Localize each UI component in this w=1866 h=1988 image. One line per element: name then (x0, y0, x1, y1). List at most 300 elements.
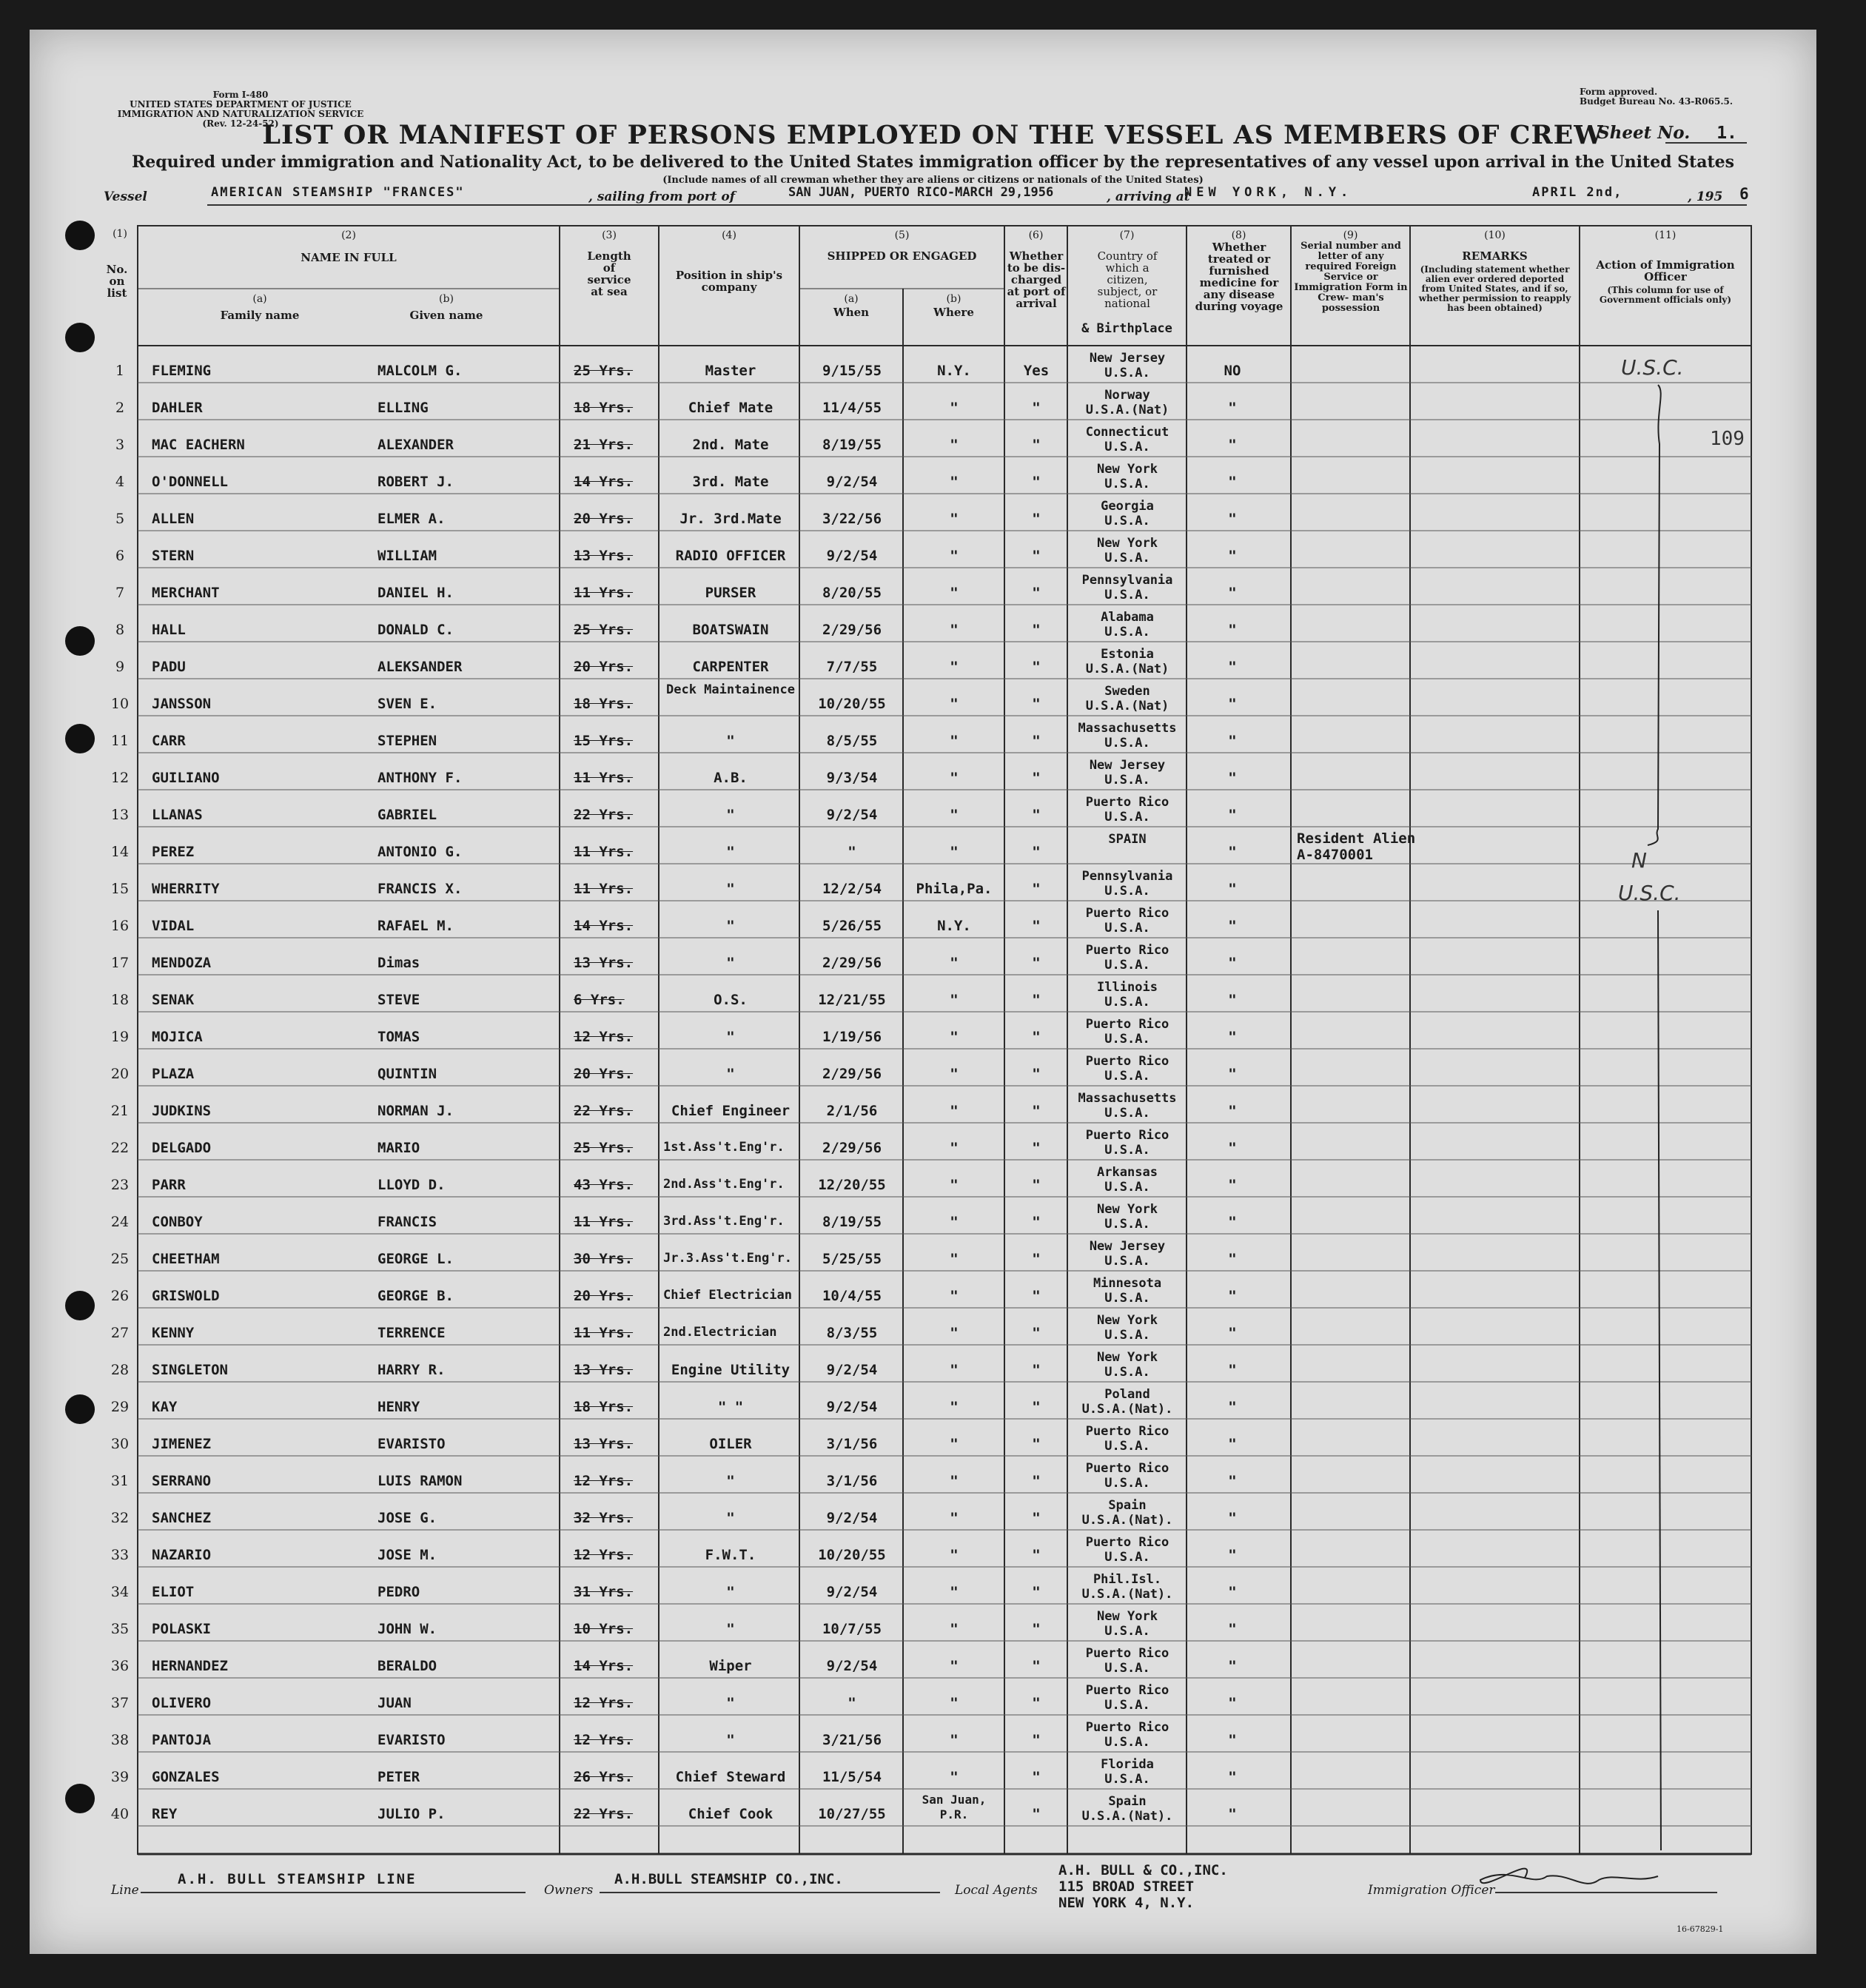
row-number: 40 (110, 1806, 130, 1822)
table-row (0, 1015, 1866, 1052)
family-name: PADU (152, 659, 186, 675)
binder-hole (65, 323, 95, 352)
family-name: MAC EACHERN (152, 437, 245, 453)
medicine: " (1228, 844, 1237, 860)
given-name: HENRY (377, 1399, 420, 1415)
country-birthplace (1069, 1350, 1186, 1380)
position: " (726, 881, 735, 897)
position: O.S. (714, 992, 748, 1008)
approved-text: Form approved. (1580, 87, 1658, 97)
officer-note-usc-lower: U.S.C. (1618, 881, 1681, 905)
discharged: " (1032, 1473, 1041, 1489)
position: 1st.Ass't.Eng'r. (663, 1140, 785, 1155)
country-line-2: U.S.A.(Nat) (1085, 662, 1169, 676)
country-line-1: Puerto Rico (1085, 1683, 1169, 1698)
shipped-where: " (950, 1251, 959, 1267)
row-number: 18 (110, 992, 130, 1008)
medicine: " (1228, 807, 1237, 823)
country-line-2: U.S.A.(Nat). (1081, 1513, 1173, 1528)
given-name: HARRY R. (377, 1362, 446, 1378)
country-line-1: Phil.Isl. (1093, 1572, 1162, 1587)
discharged: " (1032, 1436, 1041, 1452)
given-name: TOMAS (377, 1029, 420, 1045)
shipped-when: 9/2/54 (826, 1362, 878, 1378)
service-length: 13 Yrs. (574, 1436, 634, 1452)
table-row (0, 608, 1866, 645)
discharged: " (1032, 1769, 1041, 1785)
discharged: " (1032, 1584, 1041, 1600)
year-prefix: , 195 (1688, 189, 1723, 204)
given-name: ELMER A. (377, 511, 446, 527)
shipped-where: " (950, 1362, 959, 1378)
shipped-where: " (950, 955, 959, 971)
col7-label: Country of which a citizen, subject, or national (1097, 249, 1158, 310)
medicine: " (1228, 1584, 1237, 1600)
position: Chief Electrician (663, 1288, 792, 1303)
country-line-2: U.S.A. (1104, 440, 1150, 454)
given-name: BERALDO (377, 1658, 437, 1674)
family-name: SERRANO (152, 1473, 212, 1489)
row-number: 16 (110, 918, 130, 934)
medicine: " (1228, 1399, 1237, 1415)
position: " (726, 1584, 735, 1600)
family-name: MERCHANT (152, 585, 220, 601)
shipped-where: " (950, 770, 959, 786)
shipped-where: " (950, 1177, 959, 1193)
shipped-when: 8/5/55 (826, 733, 878, 749)
row-number: 34 (110, 1584, 130, 1600)
table-row (0, 423, 1866, 460)
service-length: 31 Yrs. (574, 1584, 634, 1600)
service-length: 18 Yrs. (574, 1399, 634, 1415)
discharged: " (1032, 1251, 1041, 1267)
medicine: " (1228, 1473, 1237, 1489)
table-row (0, 682, 1866, 719)
sheet-value: 1. (1716, 124, 1737, 143)
shipped-where: San Juan, P.R. (922, 1793, 987, 1821)
table-row (0, 1460, 1866, 1497)
country-line-1: Puerto Rico (1085, 906, 1169, 921)
manifest-footer (0, 1862, 1866, 1924)
medicine: " (1228, 1103, 1237, 1119)
vessel-label: Vessel (104, 189, 147, 204)
medicine: " (1228, 511, 1237, 527)
country-line-2: U.S.A. (1104, 1180, 1150, 1195)
country-birthplace (1069, 906, 1186, 936)
service-length: 20 Yrs. (574, 511, 634, 527)
position: " (726, 844, 735, 860)
country-line-2: U.S.A. (1104, 1365, 1150, 1380)
discharged: " (1032, 696, 1041, 712)
row-number: 6 (115, 548, 125, 564)
row-number: 35 (110, 1621, 130, 1637)
country-birthplace (1069, 1017, 1186, 1047)
table-row (0, 1534, 1866, 1571)
family-name: SENAK (152, 992, 195, 1008)
medicine: " (1228, 400, 1237, 416)
country-birthplace (1069, 1128, 1186, 1158)
country-line-1: Illinois (1097, 980, 1158, 995)
family-name: O'DONNELL (152, 474, 228, 490)
country-line-1: New York (1097, 1202, 1158, 1217)
shipped-where: " (950, 585, 959, 601)
col2b-label: Given name (409, 309, 483, 322)
country-birthplace (1069, 1535, 1186, 1565)
country-line-1: Alabama (1101, 610, 1154, 625)
agents-label: Local Agents (955, 1883, 1038, 1898)
position: " (726, 1695, 735, 1711)
shipped-when: 3/21/56 (822, 1732, 882, 1748)
discharged: " (1032, 1325, 1041, 1341)
table-row (0, 1349, 1866, 1386)
country-line-2: U.S.A. (1104, 1106, 1150, 1121)
position: " (726, 1732, 735, 1748)
discharged: " (1032, 807, 1041, 823)
shipped-when: 9/2/54 (826, 548, 878, 564)
medicine: " (1228, 1288, 1237, 1304)
country-line-2: U.S.A. (1104, 1698, 1150, 1713)
family-name: VIDAL (152, 918, 195, 934)
table-row (0, 1200, 1866, 1238)
given-name: ROBERT J. (377, 474, 454, 490)
shipped-where: " (950, 1510, 959, 1526)
country-birthplace (1069, 610, 1186, 639)
position: " (726, 918, 735, 934)
given-name: LLOYD D. (377, 1177, 446, 1193)
col3-label: Length of service at sea (587, 249, 631, 298)
discharged: " (1032, 881, 1041, 897)
shipped-where: " (950, 807, 959, 823)
shipped-where: " (950, 511, 959, 527)
family-name: MOJICA (152, 1029, 203, 1045)
discharged: " (1032, 770, 1041, 786)
medicine: " (1228, 1547, 1237, 1563)
shipped-where: " (950, 548, 959, 564)
service-length: 12 Yrs. (574, 1695, 634, 1711)
shipped-when: 8/20/55 (822, 585, 882, 601)
service-length: 11 Yrs. (574, 1325, 634, 1341)
position: " (726, 1510, 735, 1526)
family-name: HERNANDEZ (152, 1658, 228, 1674)
service-length: 25 Yrs. (574, 1140, 634, 1156)
discharged: " (1032, 548, 1041, 564)
budget-number: Budget Bureau No. 43-R065.5. (1580, 96, 1734, 107)
arriving-at: NEW YORK, N.Y. (1184, 185, 1353, 200)
shipped-when: " (848, 844, 856, 860)
given-name: QUINTIN (377, 1066, 437, 1082)
shipped-where: " (950, 1695, 959, 1711)
country-line-1: Puerto Rico (1085, 1461, 1169, 1476)
form-number: Form I-480 (212, 90, 269, 100)
table-row (0, 793, 1866, 830)
country-line-1: Estonia (1101, 647, 1154, 662)
family-name: PEREZ (152, 844, 195, 860)
country-line-1: New York (1097, 462, 1158, 477)
shipped-where: " (950, 1436, 959, 1452)
table-row (0, 1163, 1866, 1200)
country-birthplace (1069, 758, 1186, 788)
given-name: JUAN (377, 1695, 412, 1711)
service-length: 25 Yrs. (574, 622, 634, 638)
country-line-1: New York (1097, 1350, 1158, 1365)
given-name: FRANCIS X. (377, 881, 463, 897)
country-line-1: Georgia (1101, 499, 1154, 514)
table-row (0, 978, 1866, 1015)
position: Chief Mate (688, 400, 773, 416)
shipped-when: 3/1/56 (826, 1436, 878, 1452)
col11-note: (This column for use of Government officials only) (1599, 285, 1732, 305)
shipped-when: 12/20/55 (818, 1177, 886, 1193)
row-number: 5 (115, 511, 125, 527)
given-name: Dimas (377, 955, 420, 971)
country-line-2: U.S.A. (1104, 884, 1150, 899)
shipped-when: 5/25/55 (822, 1251, 882, 1267)
family-name: KENNY (152, 1325, 195, 1341)
given-name: ELLING (377, 400, 429, 416)
service-length: 13 Yrs. (574, 955, 634, 971)
medicine: " (1228, 1140, 1237, 1156)
given-name: EVARISTO (377, 1732, 446, 1748)
country-line-2: U.S.A. (1104, 514, 1150, 528)
country-line-2: U.S.A. (1104, 1254, 1150, 1269)
family-name: OLIVERO (152, 1695, 212, 1711)
shipped-where: " (950, 1399, 959, 1415)
medicine: " (1228, 1029, 1237, 1045)
country-line-2: U.S.A. (1104, 958, 1150, 973)
shipped-when: 2/29/56 (822, 1066, 882, 1082)
col5a-number: (a) (844, 293, 859, 305)
row-number: 21 (110, 1103, 130, 1119)
shipped-where: " (950, 1621, 959, 1637)
country-line-1: Spain (1108, 1794, 1147, 1809)
discharged: " (1032, 1214, 1041, 1230)
medicine: " (1228, 1621, 1237, 1637)
service-length: 11 Yrs. (574, 1214, 634, 1230)
sailing-from: SAN JUAN, PUERTO RICO-MARCH 29,1956 (788, 185, 1054, 200)
country-line-1: SPAIN (1108, 832, 1147, 847)
country-line-1: Pennsylvania (1081, 869, 1173, 884)
col4-label: Position in ship's company (675, 269, 783, 294)
col10-number: (10) (1484, 229, 1506, 241)
discharged: " (1032, 1029, 1041, 1045)
given-name: JULIO P. (377, 1806, 446, 1822)
table-row (0, 719, 1866, 756)
position: A.B. (714, 770, 748, 786)
country-birthplace (1069, 1572, 1186, 1602)
shipped-where: " (950, 1214, 959, 1230)
year-digit: 6 (1739, 185, 1751, 203)
row-number: 20 (110, 1066, 130, 1082)
col9-label: Serial number and letter of any required Foreign Service or Immigration Form in Crew- man's possession (1294, 241, 1408, 314)
include-note: (Include names of all crewman whether they are aliens or citizens or nationals of the United States) (662, 175, 1204, 186)
discharged: " (1032, 1732, 1041, 1748)
col6-number: (6) (1028, 229, 1044, 241)
family-name: FLEMING (152, 363, 212, 379)
country-line-1: New Jersey (1089, 351, 1166, 366)
country-line-2: U.S.A. (1104, 921, 1150, 936)
line-label: Line (111, 1883, 139, 1898)
family-name: ELIOT (152, 1584, 195, 1600)
service-length: 14 Yrs. (574, 474, 634, 490)
medicine: " (1228, 622, 1237, 638)
table-row (0, 1719, 1866, 1756)
service-length: 30 Yrs. (574, 1251, 634, 1267)
country-line-2: U.S.A.(Nat) (1085, 699, 1169, 713)
service-length: 14 Yrs. (574, 918, 634, 934)
family-name: GUILIANO (152, 770, 220, 786)
shipped-when: 11/5/54 (822, 1769, 882, 1785)
shipped-when: 10/7/55 (822, 1621, 882, 1637)
shipped-where: " (950, 733, 959, 749)
given-name: PETER (377, 1769, 420, 1785)
row-number: 11 (110, 733, 130, 749)
col2a-number: (a) (252, 293, 267, 305)
shipped-where: " (950, 474, 959, 490)
given-name: JOSE M. (377, 1547, 437, 1563)
shipped-when: 2/29/56 (822, 1140, 882, 1156)
position: 2nd.Electrician (663, 1325, 777, 1340)
table-row (0, 1571, 1866, 1608)
medicine: NO (1224, 363, 1241, 379)
medicine: " (1228, 1695, 1237, 1711)
position: Chief Engineer (671, 1103, 791, 1119)
position: Jr. 3rd.Mate (679, 511, 782, 527)
medicine: " (1228, 1362, 1237, 1378)
country-birthplace (1069, 351, 1186, 380)
position: Engine Utility (671, 1362, 791, 1378)
shipped-when: 10/4/55 (822, 1288, 882, 1304)
medicine: " (1228, 1325, 1237, 1341)
position: RADIO OFFICER (675, 548, 786, 564)
country-birthplace (1069, 1720, 1186, 1750)
country-line-1: New Jersey (1089, 758, 1166, 773)
shipped-when: 9/2/54 (826, 474, 878, 490)
medicine: " (1228, 770, 1237, 786)
family-name: DAHLER (152, 400, 203, 416)
service-length: 15 Yrs. (574, 733, 634, 749)
country-line-2: U.S.A. (1104, 1624, 1150, 1639)
country-line-2: U.S.A. (1104, 810, 1150, 825)
country-birthplace (1069, 832, 1186, 847)
service-length: 26 Yrs. (574, 1769, 634, 1785)
agents-line-3: NEW YORK 4, N.Y. (1058, 1895, 1195, 1911)
medicine: " (1228, 1806, 1237, 1822)
row-number: 36 (110, 1658, 130, 1674)
discharged: " (1032, 400, 1041, 416)
service-length: 21 Yrs. (574, 437, 634, 453)
col5b-label: Where (933, 306, 974, 319)
country-birthplace (1069, 1794, 1186, 1824)
medicine: " (1228, 1251, 1237, 1267)
medicine: " (1228, 955, 1237, 971)
family-name: WHERRITY (152, 881, 220, 897)
table-row (0, 1756, 1866, 1793)
position: " (726, 955, 735, 971)
country-line-1: Sweden (1104, 684, 1150, 699)
col10-note: (Including statement whether alien ever ordered deported from United States, and if so, whether permission to reapply has been obtained) (1418, 264, 1571, 313)
table-row (0, 941, 1866, 978)
medicine: " (1228, 474, 1237, 490)
shipped-when: 1/19/56 (822, 1029, 882, 1045)
country-birthplace (1069, 1609, 1186, 1639)
table-row (0, 1645, 1866, 1682)
position: Deck Maintainence (666, 682, 795, 697)
service-length: 14 Yrs. (574, 1658, 634, 1674)
service-length: 11 Yrs. (574, 881, 634, 897)
table-row (0, 571, 1866, 608)
country-line-2: U.S.A. (1104, 1735, 1150, 1750)
shipped-where: Phila,Pa. (916, 881, 993, 897)
shipped-when: 8/3/55 (826, 1325, 878, 1341)
table-row (0, 1052, 1866, 1089)
table-row (0, 1089, 1866, 1126)
position: 2nd.Ass't.Eng'r. (663, 1177, 785, 1192)
officer-note-usc: U.S.C. (1621, 355, 1684, 380)
discharged: " (1032, 1177, 1041, 1193)
country-line-1: Puerto Rico (1085, 1720, 1169, 1735)
country-birthplace (1069, 1313, 1186, 1343)
country-line-2: U.S.A. (1104, 773, 1150, 788)
family-name: GONZALES (152, 1769, 220, 1785)
discharged: " (1032, 1695, 1041, 1711)
medicine: " (1228, 659, 1237, 675)
shipped-when: 9/2/54 (826, 807, 878, 823)
service-length: 20 Yrs. (574, 1288, 634, 1304)
shipped-where: " (950, 1473, 959, 1489)
discharged: Yes (1023, 363, 1050, 379)
medicine: " (1228, 548, 1237, 564)
country-birthplace (1069, 573, 1186, 602)
country-birthplace (1069, 869, 1186, 899)
shipped-where: " (950, 622, 959, 638)
family-name: CARR (152, 733, 186, 749)
remark-line-1: Resident Alien (1297, 830, 1416, 847)
department: UNITED STATES DEPARTMENT OF JUSTICE (130, 99, 352, 110)
service-length: 11 Yrs. (574, 844, 634, 860)
shipped-where: " (950, 1584, 959, 1600)
country-line-2: U.S.A. (1104, 736, 1150, 750)
col3-number: (3) (602, 229, 617, 241)
col10-label: REMARKS (1462, 249, 1528, 263)
given-name: MARIO (377, 1140, 420, 1156)
medicine: " (1228, 1214, 1237, 1230)
service-length: 43 Yrs. (574, 1177, 634, 1193)
given-name: DANIEL H. (377, 585, 454, 601)
col2a-label: Family name (220, 309, 300, 322)
officer-note-count: 109 (1710, 428, 1745, 450)
service-length: 22 Yrs. (574, 1103, 634, 1119)
given-name: ALEKSANDER (377, 659, 463, 675)
shipped-when: " (848, 1695, 856, 1711)
given-name: RAFAEL M. (377, 918, 454, 934)
row-number: 15 (110, 881, 130, 897)
country-line-2: U.S.A. (1104, 625, 1150, 639)
family-name: GRISWOLD (152, 1288, 220, 1304)
table-row (0, 867, 1866, 904)
service-length: 20 Yrs. (574, 659, 634, 675)
position: Jr.3.Ass't.Eng'r. (663, 1251, 792, 1266)
country-line-1: New York (1097, 1313, 1158, 1328)
row-number: 33 (110, 1547, 130, 1563)
row-number: 14 (110, 844, 130, 860)
country-line-1: Puerto Rico (1085, 1646, 1169, 1661)
country-line-2: U.S.A. (1104, 995, 1150, 1010)
given-name: MALCOLM G. (377, 363, 463, 379)
table-row (0, 1608, 1866, 1645)
given-name: STEVE (377, 992, 420, 1008)
row-number: 37 (110, 1695, 130, 1711)
shipped-when: 9/2/54 (826, 1584, 878, 1600)
